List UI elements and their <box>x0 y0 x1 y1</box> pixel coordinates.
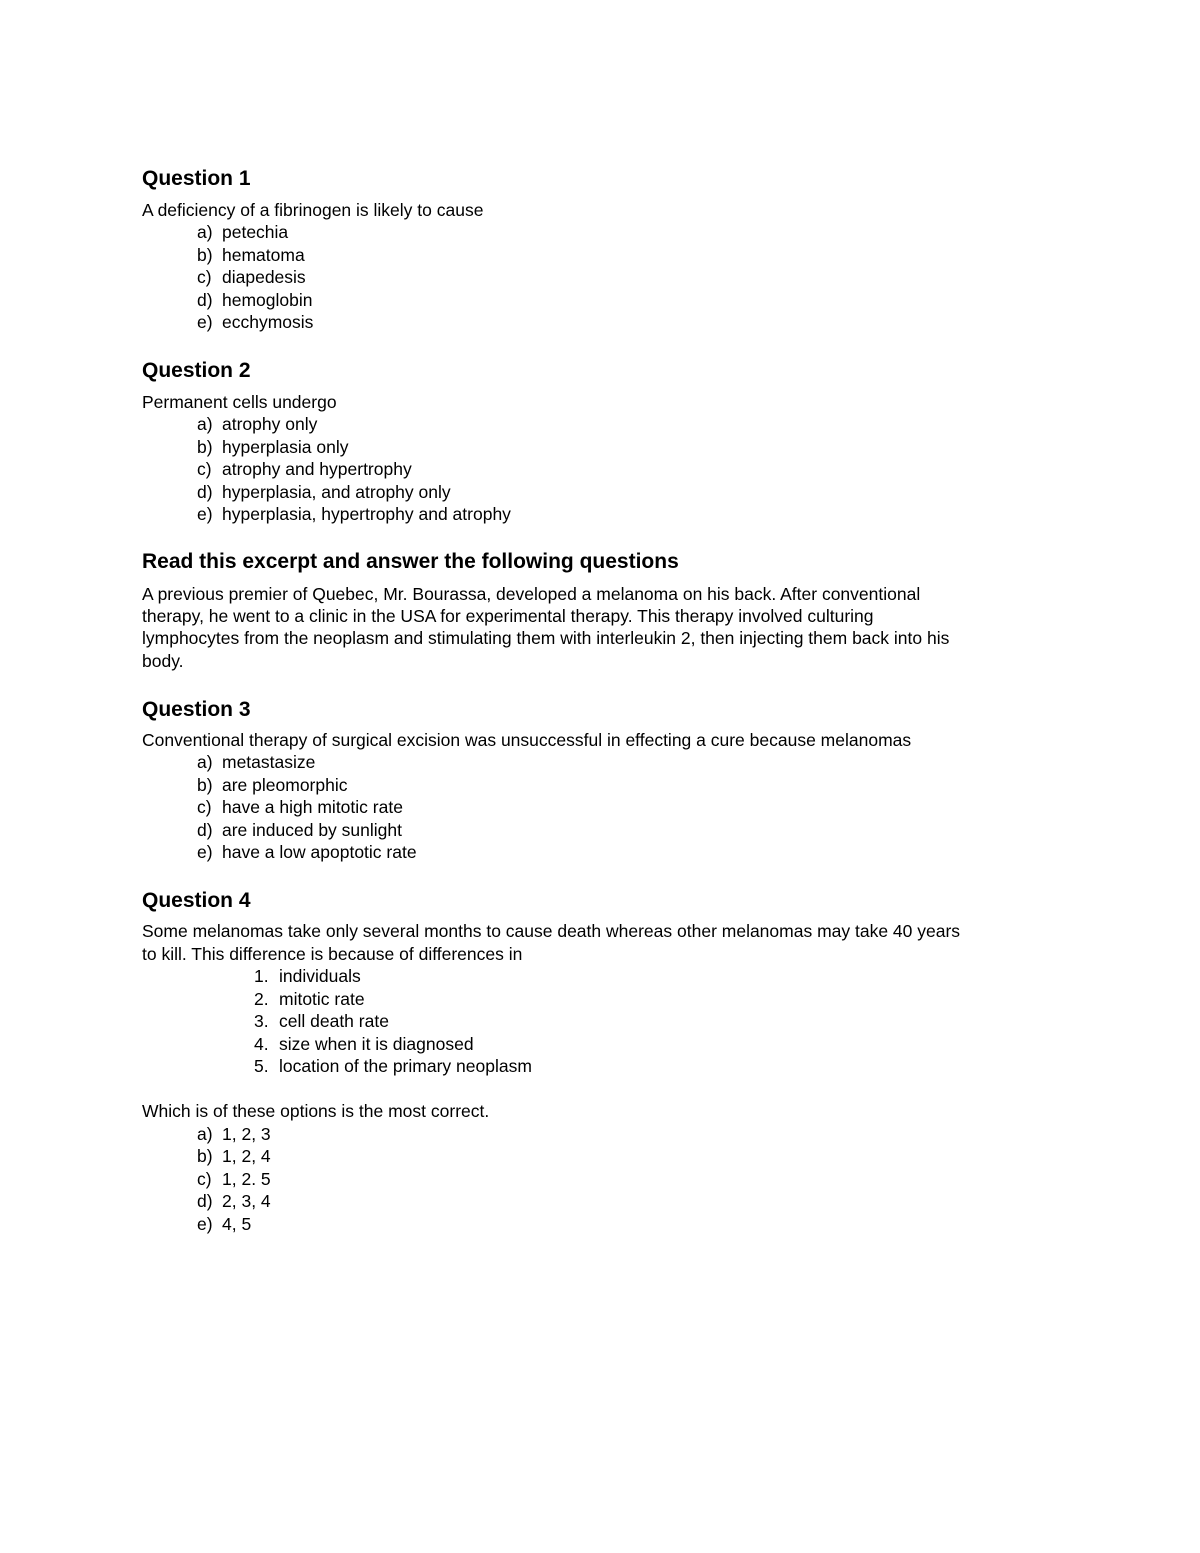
option-text: metastasize <box>222 752 316 772</box>
factor-text: cell death rate <box>279 1011 389 1031</box>
option-text: 1, 2, 3 <box>222 1124 271 1144</box>
option-label: d) <box>197 1191 213 1211</box>
question-2-option-c <box>197 458 412 480</box>
question-3-option-e <box>197 841 417 863</box>
question-4-factor-3 <box>254 1010 389 1032</box>
excerpt-line-4: body. <box>142 651 184 671</box>
question-1-option-b <box>197 244 305 266</box>
option-text: hemoglobin <box>222 290 313 310</box>
factor-text: size when it is diagnosed <box>279 1034 474 1054</box>
question-1-option-d <box>197 289 312 311</box>
option-label: c) <box>197 1169 212 1189</box>
option-label: d) <box>197 482 213 502</box>
question-1-option-e <box>197 311 313 333</box>
option-text: have a low apoptotic rate <box>222 842 417 862</box>
question-4-option-e <box>197 1213 251 1235</box>
option-label: b) <box>197 245 213 265</box>
factor-text: location of the primary neoplasm <box>279 1056 532 1076</box>
factor-label: 5. <box>254 1056 269 1076</box>
option-text: 1, 2, 4 <box>222 1146 271 1166</box>
option-label: e) <box>197 1214 213 1234</box>
option-text: petechia <box>222 222 289 242</box>
question-4-option-a <box>197 1123 271 1145</box>
excerpt-title: Read this excerpt and answer the following questions <box>142 550 679 573</box>
option-text: have a high mitotic rate <box>222 797 403 817</box>
option-label: c) <box>197 267 212 287</box>
option-label: a) <box>197 414 213 434</box>
question-1-option-a <box>197 221 288 243</box>
option-text: 2, 3, 4 <box>222 1191 271 1211</box>
factor-label: 3. <box>254 1011 269 1031</box>
question-1-stem: A deficiency of a fibrinogen is likely to cause <box>142 200 484 220</box>
question-4-title: Question 4 <box>142 889 251 912</box>
question-4-option-b <box>197 1145 271 1167</box>
factor-text: mitotic rate <box>279 989 365 1009</box>
factor-text: individuals <box>279 966 361 986</box>
question-4-factor-4 <box>254 1033 474 1055</box>
option-label: a) <box>197 1124 213 1144</box>
option-text: hematoma <box>222 245 305 265</box>
excerpt-line-2: therapy, he went to a clinic in the USA for experimental therapy. This therapy involved culturing <box>142 606 874 626</box>
question-3-stem: Conventional therapy of surgical excision was unsuccessful in effecting a cure because melanomas <box>142 730 912 750</box>
option-label: c) <box>197 459 212 479</box>
option-label: e) <box>197 504 213 524</box>
option-text: hyperplasia, and atrophy only <box>222 482 451 502</box>
option-label: b) <box>197 1146 213 1166</box>
option-text: ecchymosis <box>222 312 314 332</box>
question-4-prompt: Which is of these options is the most correct. <box>142 1101 490 1121</box>
question-1-option-c <box>197 266 306 288</box>
question-2-title: Question 2 <box>142 359 251 382</box>
question-4-factor-1 <box>254 965 361 987</box>
question-2-stem: Permanent cells undergo <box>142 392 337 412</box>
question-4-stem-line-2: to kill. This difference is because of differences in <box>142 944 523 964</box>
option-label: c) <box>197 797 212 817</box>
option-label: b) <box>197 775 213 795</box>
factor-label: 4. <box>254 1034 269 1054</box>
option-label: e) <box>197 312 213 332</box>
question-2-option-a <box>197 413 317 435</box>
question-3-option-d <box>197 819 402 841</box>
factor-label: 2. <box>254 989 269 1009</box>
question-2-option-e <box>197 503 511 525</box>
excerpt-line-1: A previous premier of Quebec, Mr. Bourassa, developed a melanoma on his back. After conventional <box>142 584 921 604</box>
question-3-option-a <box>197 751 315 773</box>
question-1-title: Question 1 <box>142 167 251 190</box>
question-3-option-c <box>197 796 403 818</box>
question-2-option-d <box>197 481 451 503</box>
question-4-option-d <box>197 1190 271 1212</box>
option-text: atrophy only <box>222 414 318 434</box>
question-3-title: Question 3 <box>142 698 251 721</box>
question-4-option-c <box>197 1168 271 1190</box>
option-label: a) <box>197 222 213 242</box>
option-label: b) <box>197 437 213 457</box>
option-text: are pleomorphic <box>222 775 348 795</box>
question-4-factor-5 <box>254 1055 532 1077</box>
excerpt-line-3: lymphocytes from the neoplasm and stimulating them with interleukin 2, then injecting them back into his <box>142 628 950 648</box>
option-text: hyperplasia, hypertrophy and atrophy <box>222 504 511 524</box>
option-label: d) <box>197 820 213 840</box>
option-text: 1, 2. 5 <box>222 1169 271 1189</box>
option-text: 4, 5 <box>222 1214 252 1234</box>
option-label: a) <box>197 752 213 772</box>
option-text: hyperplasia only <box>222 437 349 457</box>
question-3-option-b <box>197 774 347 796</box>
option-text: are induced by sunlight <box>222 820 402 840</box>
question-4-factor-2 <box>254 988 365 1010</box>
option-label: d) <box>197 290 213 310</box>
option-label: e) <box>197 842 213 862</box>
factor-label: 1. <box>254 966 269 986</box>
option-text: atrophy and hypertrophy <box>222 459 412 479</box>
option-text: diapedesis <box>222 267 306 287</box>
question-2-option-b <box>197 436 348 458</box>
question-4-stem-line-1: Some melanomas take only several months to cause death whereas other melanomas may take 40 years <box>142 921 961 941</box>
